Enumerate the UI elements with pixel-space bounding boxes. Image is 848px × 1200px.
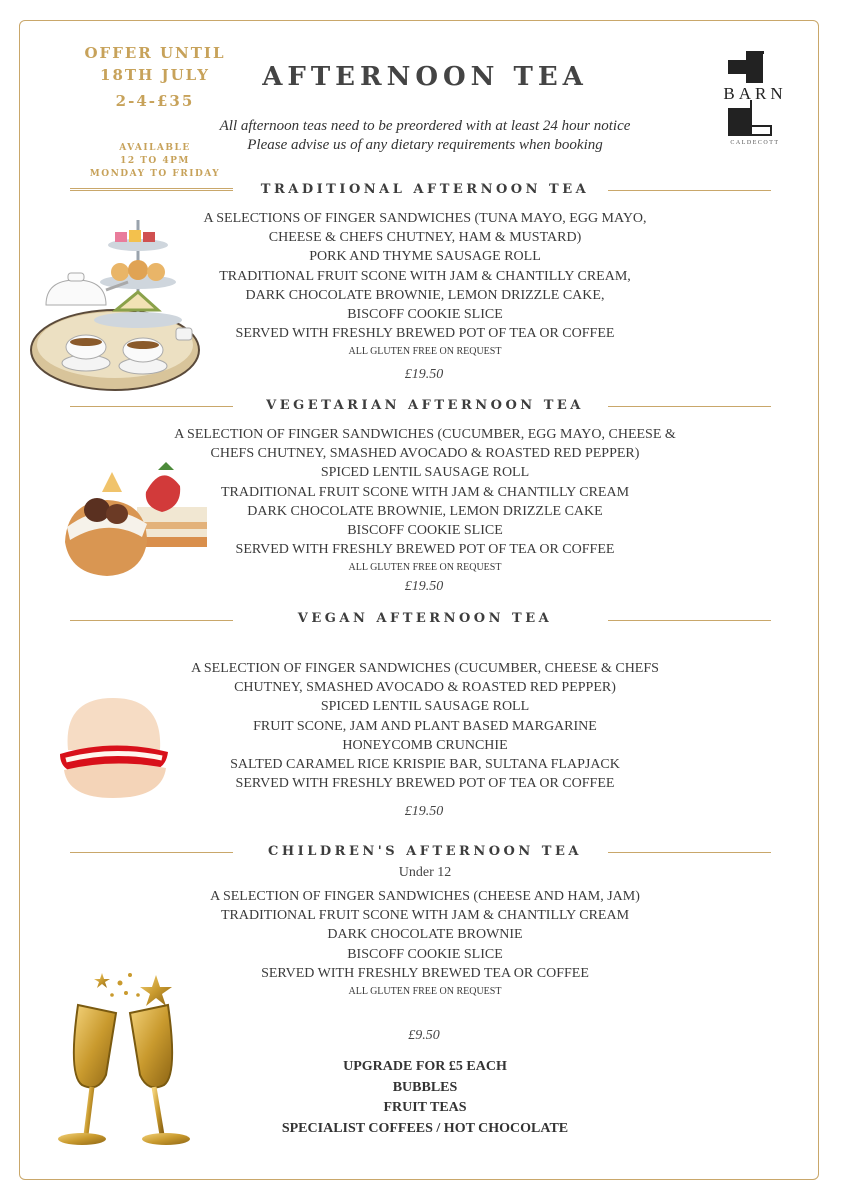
menu-item: PORK AND THYME SAUSAGE ROLL	[309, 249, 541, 265]
gluten-free-note: ALL GLUTEN FREE ON REQUEST	[348, 562, 502, 574]
menu-item: DARK CHOCOLATE BROWNIE, LEMON DRIZZLE CAKE	[247, 503, 603, 519]
champagne-glasses-icon	[48, 965, 198, 1150]
divider	[608, 852, 771, 853]
menu-item: TRADITIONAL FRUIT SCONE WITH JAM & CHANTILLY CREAM,	[219, 268, 631, 284]
offer-line-1: OFFER UNTIL	[84, 44, 226, 62]
barn-logo	[720, 48, 790, 153]
age-note: Under 12	[398, 865, 452, 880]
price-vegan: £19.50	[404, 804, 444, 819]
gluten-free-note: ALL GLUTEN FREE ON REQUEST	[348, 346, 502, 358]
page-title: AFTERNOON TEA	[262, 62, 588, 92]
upgrade-line: UPGRADE FOR £5 EACH	[343, 1059, 507, 1074]
menu-item: BISCOFF COOKIE SLICE	[347, 946, 503, 962]
divider	[608, 406, 771, 407]
divider	[70, 852, 233, 853]
availability-line: 12 TO 4PM	[120, 156, 190, 166]
scone-icon	[58, 690, 173, 800]
menu-item: CHUTNEY, SMASHED AVOCADO & ROASTED RED PEPPER)	[234, 680, 616, 696]
menu-vegetarian	[170, 425, 680, 574]
offer-banner	[70, 42, 240, 112]
menu-item: A SELECTION OF FINGER SANDWICHES (CUCUMBER, EGG MAYO, CHEESE &	[174, 427, 676, 442]
menu-item: SERVED WITH FRESHLY BREWED POT OF TEA OR COFFEE	[235, 542, 615, 558]
menu-item: SERVED WITH FRESHLY BREWED POT OF TEA OR COFFEE	[235, 776, 615, 792]
menu-item: DARK CHOCOLATE BROWNIE, LEMON DRIZZLE CAKE,	[245, 287, 605, 303]
menu-item: HONEYCOMB CRUNCHIE	[342, 737, 508, 753]
section-title-vegan: VEGAN AFTERNOON TEA	[297, 611, 553, 626]
notice-line: All afternoon teas need to be preordered with at least 24 hour notice	[219, 118, 631, 134]
section-title-vegetarian: VEGETARIAN AFTERNOON TEA	[266, 398, 584, 413]
menu-item: A SELECTION OF FINGER SANDWICHES (CUCUMBER, CHEESE & CHEFS	[191, 661, 659, 676]
logo-name: BARN	[723, 84, 787, 103]
section-title-traditional: TRADITIONAL AFTERNOON TEA	[260, 182, 590, 197]
upgrade-options	[230, 1057, 620, 1139]
price-traditional: £19.50	[404, 367, 444, 382]
menu-item: A SELECTIONS OF FINGER SANDWICHES (TUNA MAYO, EGG MAYO,	[203, 211, 647, 226]
menu-item: CHEFS CHUTNEY, SMASHED AVOCADO & ROASTED RED PEPPER)	[210, 446, 640, 462]
divider	[608, 620, 771, 621]
menu-item: SPICED LENTIL SAUSAGE ROLL	[320, 465, 530, 481]
menu-item: SPICED LENTIL SAUSAGE ROLL	[320, 699, 530, 715]
gluten-free-note: ALL GLUTEN FREE ON REQUEST	[348, 986, 502, 998]
logo-subtitle: CALDECOTT	[730, 140, 780, 146]
afternoon-tea-stand-icon	[28, 210, 203, 395]
offer-line-2: 18TH JULY	[100, 66, 210, 84]
divider	[70, 620, 233, 621]
price-childrens: £9.50	[408, 1028, 440, 1043]
menu-item: SALTED CARAMEL RICE KRISPIE BAR, SULTANA FLAPJACK	[230, 757, 620, 773]
divider	[608, 190, 771, 191]
menu-item: DARK CHOCOLATE BROWNIE	[327, 927, 523, 943]
notice-line: Please advise us of any dietary requirements when booking	[247, 137, 603, 153]
offer-line-3: 2-4-£35	[115, 92, 195, 110]
upgrade-line: SPECIALIST COFFEES / HOT CHOCOLATE	[281, 1120, 569, 1136]
menu-childrens	[170, 887, 680, 998]
cakes-icon	[62, 462, 212, 582]
divider	[70, 190, 233, 191]
menu-item: A SELECTION OF FINGER SANDWICHES (CHEESE AND HAM, JAM)	[210, 889, 640, 904]
divider	[70, 406, 233, 407]
upgrade-line: FRUIT TEAS	[383, 1100, 467, 1115]
section-title-childrens: CHILDREN'S AFTERNOON TEA	[268, 844, 582, 859]
menu-item: FRUIT SCONE, JAM AND PLANT BASED MARGARINE	[253, 718, 597, 734]
menu-vegan	[170, 659, 680, 793]
price-vegetarian: £19.50	[404, 579, 444, 594]
menu-item: TRADITIONAL FRUIT SCONE WITH JAM & CHANTILLY CREAM	[220, 908, 630, 924]
menu-item: TRADITIONAL FRUIT SCONE WITH JAM & CHANTILLY CREAM	[220, 484, 630, 500]
menu-item: BISCOFF COOKIE SLICE	[347, 523, 503, 539]
menu-item: BISCOFF COOKIE SLICE	[347, 307, 503, 323]
divider	[70, 188, 233, 189]
preorder-notice	[170, 117, 680, 155]
availability-line: AVAILABLE	[119, 143, 191, 153]
menu-traditional	[170, 209, 680, 358]
menu-item: CHEESE & CHEFS CHUTNEY, HAM & MUSTARD)	[268, 230, 582, 246]
availability-line: MONDAY TO FRIDAY	[89, 169, 221, 179]
menu-item: SERVED WITH FRESHLY BREWED TEA OR COFFEE	[261, 965, 589, 981]
menu-item: SERVED WITH FRESHLY BREWED POT OF TEA OR COFFEE	[235, 326, 615, 342]
upgrade-line: BUBBLES	[392, 1079, 458, 1095]
